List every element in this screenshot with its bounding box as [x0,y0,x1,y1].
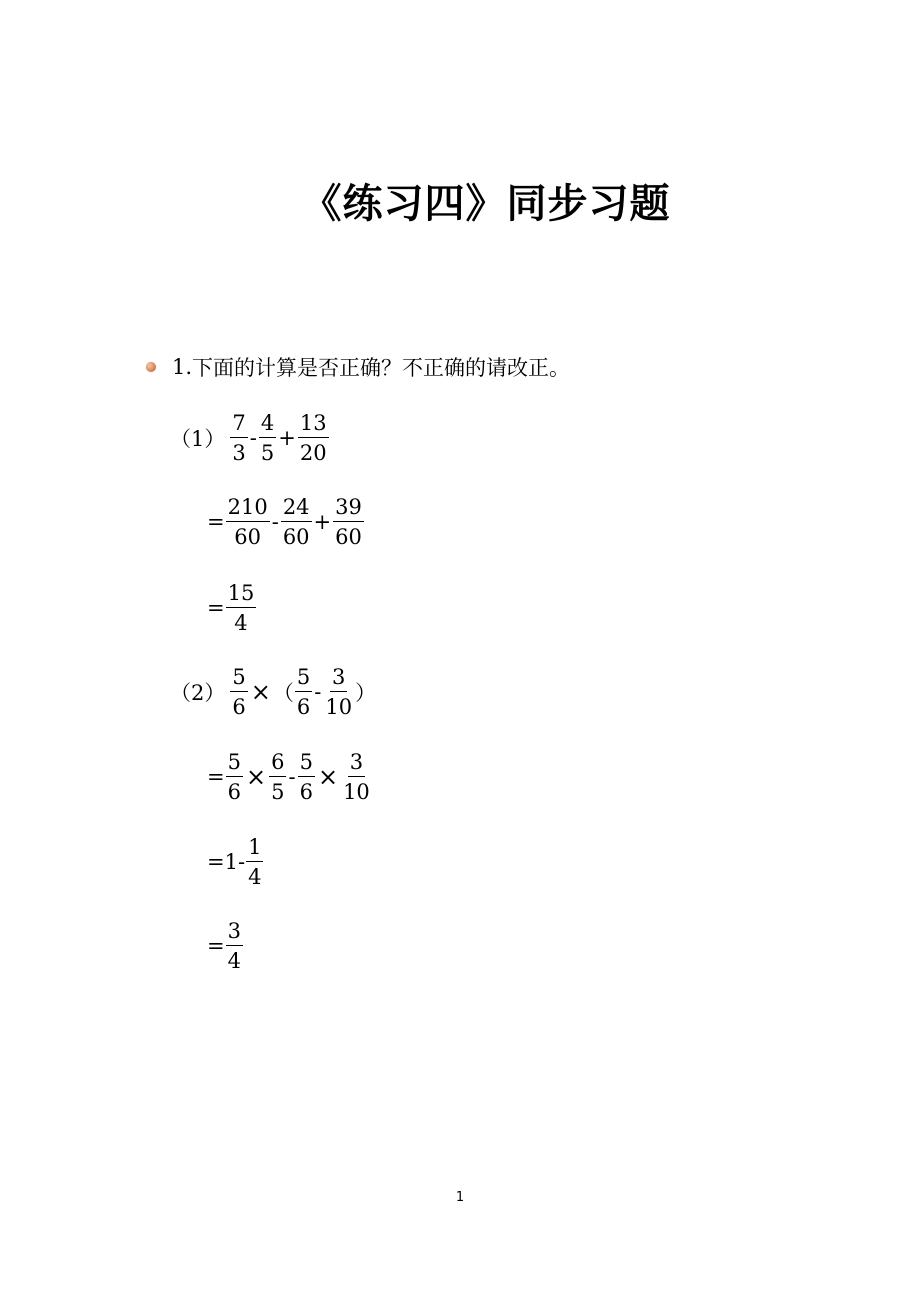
question-number: 1. [172,355,193,379]
operator: - [288,765,296,789]
denominator: 6 [299,780,313,804]
numerator: 3 [348,749,365,777]
numerator: 5 [298,749,315,777]
numerator: 13 [298,410,329,438]
denominator: 6 [296,695,311,719]
denominator: 5 [260,441,275,465]
numerator: 3 [226,918,243,946]
question-text: 下面的计算是否正确？不正确的请改正。 [192,356,571,380]
fraction [269,749,286,805]
denominator: 60 [335,525,362,549]
numerator: 5 [295,664,312,692]
fraction [298,410,329,466]
numerator: 210 [226,494,270,522]
equals-sign: = [207,510,225,534]
right-paren: ） [355,681,377,705]
fraction [226,918,243,974]
equals-sign: = [207,765,225,789]
numerator: 5 [230,664,247,692]
part1-line2 [207,494,365,550]
operator: - [314,680,322,704]
fraction [259,410,276,466]
part2-line2 [207,749,373,805]
fraction [323,664,354,720]
fraction [226,494,270,550]
fraction [230,410,247,466]
fraction [298,749,315,805]
denominator: 4 [248,865,262,889]
denominator: 4 [234,611,248,635]
fraction [341,749,372,805]
fraction [226,749,243,805]
denominator: 10 [325,695,353,719]
part2-line3 [207,834,264,890]
part2-line1 [170,664,376,720]
denominator: 60 [282,525,310,549]
denominator: 3 [232,441,246,465]
denominator: 60 [234,525,262,549]
question-1 [146,352,570,382]
part1-label: （1） [170,427,226,451]
fraction [246,834,263,890]
operator: - [249,426,257,450]
denominator: 6 [227,780,241,804]
fraction [281,494,312,550]
numerator: 7 [230,410,247,438]
equals-sign: = [207,596,225,620]
operator: - [271,510,279,534]
numerator: 1 [246,834,263,862]
bullet-icon [146,362,156,372]
numerator: 15 [226,580,257,608]
operator: + [278,426,296,450]
fraction [333,494,364,550]
left-paren: （ [272,681,294,705]
fraction [230,664,247,720]
equals-expression: =1- [207,850,246,874]
fraction [226,580,257,636]
equals-sign: = [207,934,225,958]
denominator: 5 [271,780,285,804]
operator: + [313,510,332,534]
page-title: 《练习四》同步习题 [301,181,671,227]
numerator: 3 [330,664,347,692]
fraction [295,664,312,720]
times-operator: × [317,763,339,791]
page-number: 1 [455,1190,465,1205]
numerator: 6 [269,749,286,777]
numerator: 24 [281,494,312,522]
times-operator: × [245,763,267,791]
denominator: 6 [232,695,246,719]
denominator: 4 [227,949,241,973]
part1-line1 [170,410,330,466]
denominator: 10 [343,780,370,804]
numerator: 39 [333,494,364,522]
part1-line3 [207,580,257,636]
times-operator: × [250,678,271,706]
part2-label: （2） [170,681,226,705]
denominator: 20 [299,441,327,465]
part2-line4 [207,918,244,974]
numerator: 4 [259,410,276,438]
numerator: 5 [226,749,243,777]
